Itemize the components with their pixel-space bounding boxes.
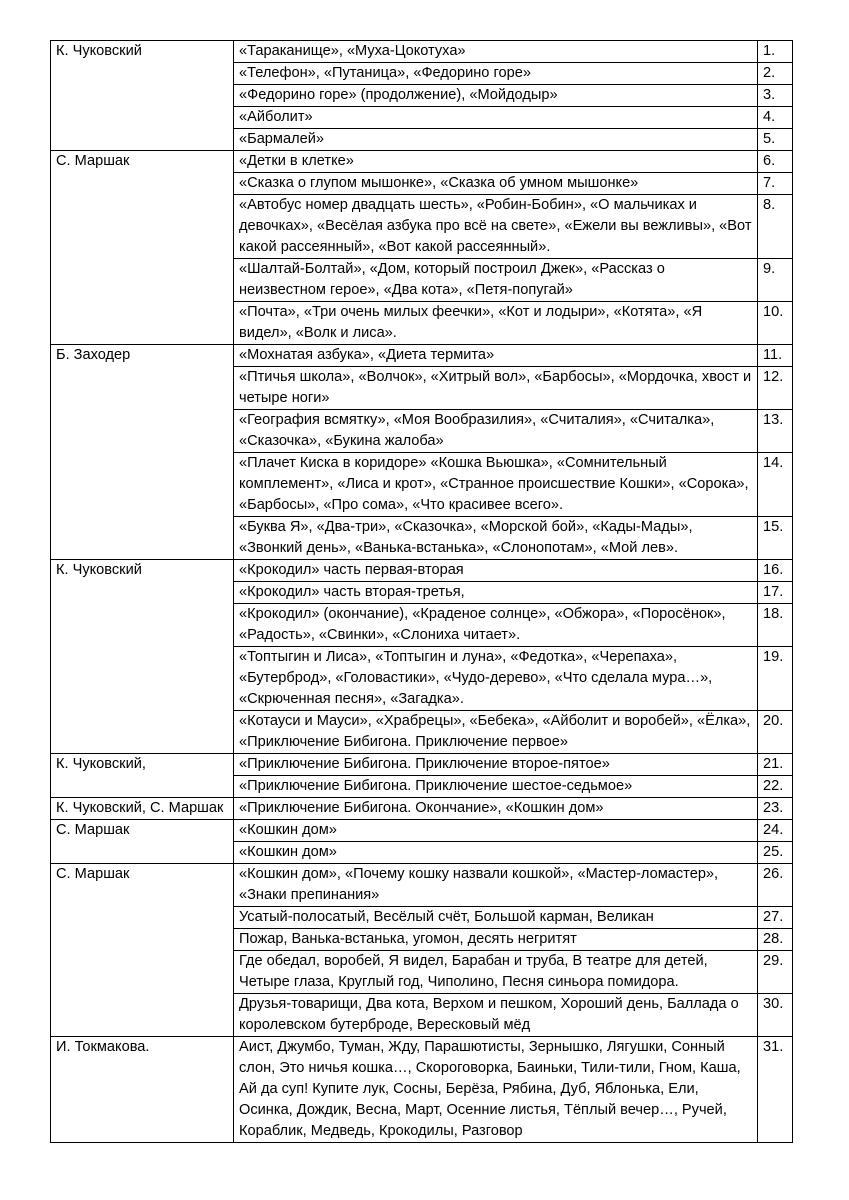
- table-row: [51, 560, 793, 582]
- works-cell: «Айболит»: [234, 107, 758, 129]
- works-cell: «Приключение Бибигона. Окончание», «Кошкин дом»: [234, 798, 758, 820]
- author-cell: С. Маршак: [51, 151, 234, 345]
- lesson-number: 19.: [758, 647, 793, 711]
- lesson-number: 26.: [758, 864, 793, 907]
- table-row: [51, 151, 793, 173]
- lesson-number: 10.: [758, 302, 793, 345]
- lesson-number: 20.: [758, 711, 793, 754]
- works-cell: «Кошкин дом», «Почему кошку назвали кошкой», «Мастер-ломастер», «Знаки препинания»: [234, 864, 758, 907]
- table-row: [51, 864, 793, 907]
- works-cell: «Бармалей»: [234, 129, 758, 151]
- lesson-number: 9.: [758, 259, 793, 302]
- author-cell: К. Чуковский: [51, 560, 234, 754]
- works-cell: «Телефон», «Путаница», «Федорино горе»: [234, 63, 758, 85]
- works-cell: «Крокодил» (окончание), «Краденое солнце», «Обжора», «Поросёнок», «Радость», «Свинки», «Слониха читает».: [234, 604, 758, 647]
- lesson-number: 8.: [758, 195, 793, 259]
- author-cell: К. Чуковский: [51, 41, 234, 151]
- lesson-number: 31.: [758, 1037, 793, 1143]
- lesson-number: 27.: [758, 907, 793, 929]
- table-row: [51, 820, 793, 842]
- works-cell: «География всмятку», «Моя Вообразилия», «Считалия», «Считалка», «Сказочка», «Букина жалоба»: [234, 410, 758, 453]
- works-cell: «Тараканище», «Муха-Цокотуха»: [234, 41, 758, 63]
- lesson-number: 13.: [758, 410, 793, 453]
- lesson-number: 11.: [758, 345, 793, 367]
- lesson-number: 24.: [758, 820, 793, 842]
- lesson-number: 29.: [758, 951, 793, 994]
- works-cell: «Сказка о глупом мышонке», «Сказка об умном мышонке»: [234, 173, 758, 195]
- author-cell: К. Чуковский, С. Маршак: [51, 798, 234, 820]
- works-cell: «Приключение Бибигона. Приключение шестое-седьмое»: [234, 776, 758, 798]
- works-cell: «Кошкин дом»: [234, 820, 758, 842]
- lesson-number: 3.: [758, 85, 793, 107]
- works-cell: «Приключение Бибигона. Приключение второе-пятое»: [234, 754, 758, 776]
- lesson-number: 12.: [758, 367, 793, 410]
- works-cell: Где обедал, воробей, Я видел, Барабан и труба, В театре для детей, Четыре глаза, Круглый год, Чиполино, Песня синьора помидора.: [234, 951, 758, 994]
- lesson-number: 23.: [758, 798, 793, 820]
- reading-list-table: [50, 40, 793, 1143]
- table-row: [51, 1037, 793, 1143]
- works-cell: «Топтыгин и Лиса», «Топтыгин и луна», «Федотка», «Черепаха», «Бутерброд», «Головастики», «Чудо-дерево», «Что сделала мура…», «Скрюченная песня», «Загадка».: [234, 647, 758, 711]
- table-row: [51, 41, 793, 63]
- lesson-number: 4.: [758, 107, 793, 129]
- works-cell: «Котауси и Мауси», «Храбрецы», «Бебека», «Айболит и воробей», «Ёлка», «Приключение Бибигона. Приключение первое»: [234, 711, 758, 754]
- author-cell: С. Маршак: [51, 864, 234, 1037]
- table-row: [51, 345, 793, 367]
- lesson-number: 30.: [758, 994, 793, 1037]
- works-cell: «Плачет Киска в коридоре» «Кошка Вьюшка», «Сомнительный комплемент», «Лиса и крот», «Странное происшествие Кошки», «Сорока», «Барбосы», «Про сома», «Что красивее всего».: [234, 453, 758, 517]
- lesson-number: 28.: [758, 929, 793, 951]
- works-cell: «Птичья школа», «Волчок», «Хитрый вол», «Барбосы», «Мордочка, хвост и четыре ноги»: [234, 367, 758, 410]
- author-cell: И. Токмакова.: [51, 1037, 234, 1143]
- lesson-number: 7.: [758, 173, 793, 195]
- lesson-number: 14.: [758, 453, 793, 517]
- table-row: [51, 754, 793, 776]
- author-cell: Б. Заходер: [51, 345, 234, 560]
- works-cell: «Шалтай-Болтай», «Дом, который построил Джек», «Рассказ о неизвестном герое», «Два кота», «Петя-попугай»: [234, 259, 758, 302]
- lesson-number: 6.: [758, 151, 793, 173]
- author-cell: К. Чуковский,: [51, 754, 234, 798]
- works-cell: Друзья-товарищи, Два кота, Верхом и пешком, Хороший день, Баллада о королевском бутерброде, Вересковый мёд: [234, 994, 758, 1037]
- works-cell: «Кошкин дом»: [234, 842, 758, 864]
- lesson-number: 15.: [758, 517, 793, 560]
- works-cell: Пожар, Ванька-встанька, угомон, десять негритят: [234, 929, 758, 951]
- works-cell: «Почта», «Три очень милых феечки», «Кот и лодыри», «Котята», «Я видел», «Волк и лиса».: [234, 302, 758, 345]
- works-cell: «Крокодил» часть первая-вторая: [234, 560, 758, 582]
- works-cell: «Буква Я», «Два-три», «Сказочка», «Морской бой», «Кады-Мады», «Звонкий день», «Ванька-встанька», «Слонопотам», «Мой лев».: [234, 517, 758, 560]
- lesson-number: 2.: [758, 63, 793, 85]
- works-cell: «Детки в клетке»: [234, 151, 758, 173]
- lesson-number: 21.: [758, 754, 793, 776]
- lesson-number: 16.: [758, 560, 793, 582]
- works-cell: «Автобус номер двадцать шесть», «Робин-Бобин», «О мальчиках и девочках», «Весёлая азбука про всё на свете», «Ежели вы вежливы», «Вот какой рассеянный», «Вот какой рассеянный».: [234, 195, 758, 259]
- works-cell: Аист, Джумбо, Туман, Жду, Парашютисты, Зернышко, Лягушки, Сонный слон, Это ничья кошка…, Скороговорка, Баиньки, Тили-тили, Гном, Каша, Ай да суп! Купите лук, Сосны, Берёза, Рябина, Дуб, Яблонька, Ели, Осинка, Дождик, Весна, Март, Осенние листья, Тёплый вечер…, Ручей, Кораблик, Медведь, Крокодилы, Разговор: [234, 1037, 758, 1143]
- lesson-number: 22.: [758, 776, 793, 798]
- lesson-number: 18.: [758, 604, 793, 647]
- works-cell: Усатый-полосатый, Весёлый счёт, Большой карман, Великан: [234, 907, 758, 929]
- lesson-number: 1.: [758, 41, 793, 63]
- works-cell: «Федорино горе» (продолжение), «Мойдодыр»: [234, 85, 758, 107]
- works-cell: «Крокодил» часть вторая-третья,: [234, 582, 758, 604]
- works-cell: «Мохнатая азбука», «Диета термита»: [234, 345, 758, 367]
- lesson-number: 5.: [758, 129, 793, 151]
- author-cell: С. Маршак: [51, 820, 234, 864]
- lesson-number: 17.: [758, 582, 793, 604]
- lesson-number: 25.: [758, 842, 793, 864]
- table-row: [51, 798, 793, 820]
